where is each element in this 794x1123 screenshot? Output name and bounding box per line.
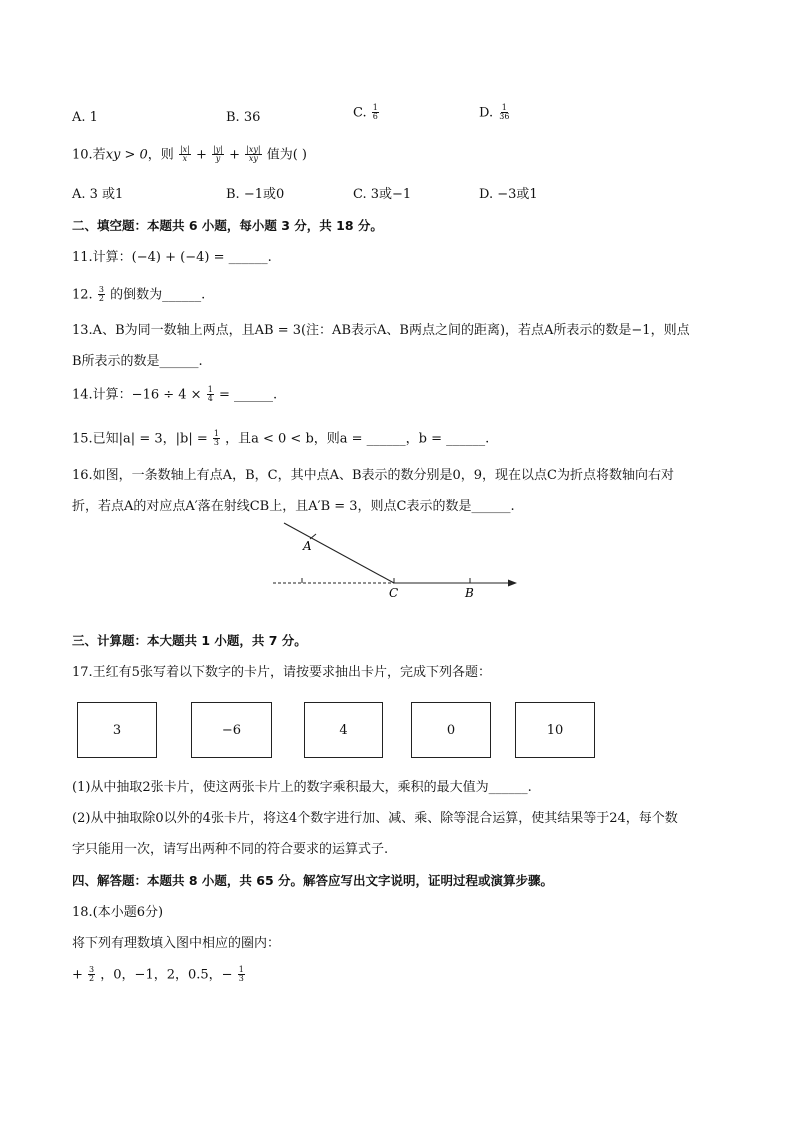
question-10: 10.若xy > 0，则 $\frac{|x|}{x}$ + $\frac{|y|}{y}$ + $\frac{|xy|}{xy}$ 值为( ): [72, 145, 307, 164]
option-d: D. $\frac{1}{36}$: [479, 103, 510, 122]
q10-option-a: A. 3 或1: [72, 187, 124, 202]
option-a: A. 1: [72, 110, 98, 125]
q10-option-b: B. −1或0: [226, 187, 285, 202]
question-13-line-2: B所表示的数是______.: [72, 354, 203, 369]
question-17-part-1: (1)从中抽取2张卡片，使这两张卡片上的数字乘积最大，乘积的最大值为______.: [72, 780, 532, 795]
fraction: $\frac{3}{2}$: [98, 285, 104, 304]
question-17-part-2-line-2: 字只能用一次，请写出两种不同的符合要求的运算式子.: [72, 842, 389, 857]
label-c: C: [389, 586, 399, 600]
option-c: C. $\frac{1}{6}$: [353, 103, 378, 122]
fraction: $\frac{|xy|}{xy}$: [246, 145, 261, 164]
question-18-instruction: 将下列有理数填入图中相应的圈内：: [72, 936, 281, 951]
question-14: 14.计算：−16 ÷ 4 × $\frac{1}{4}$ = ______.: [72, 385, 278, 404]
fraction: $\frac{1}{4}$: [207, 385, 213, 404]
number-card: −6: [191, 702, 272, 758]
question-13-line-1: 13.A、B为同一数轴上两点，且AB = 3(注：AB表示A、B两点之间的距离)，若点A所表示的数是−1，则点: [72, 323, 690, 338]
fraction: $\frac{3}{2}$: [89, 965, 95, 984]
number-line-figure: [270, 518, 525, 604]
fraction: $\frac{|y|}{y}$: [213, 145, 223, 164]
question-18-numbers: + $\frac{3}{2}$ ，0，−1，2，0.5，− $\frac{1}{3}$: [72, 965, 244, 984]
question-15: 15.已知|a| = 3，|b| = $\frac{1}{3}$ ，且a < 0 < b，则a = ______，b = ______.: [72, 429, 490, 448]
fraction: $\frac{1}{6}$: [372, 103, 378, 122]
folded-ray: [284, 523, 394, 583]
number-card: 10: [515, 702, 595, 758]
fraction: $\frac{1}{36}$: [499, 103, 510, 122]
fraction: $\frac{1}{3}$: [213, 429, 219, 448]
number-card: 0: [411, 702, 491, 758]
arrow-head: [508, 580, 517, 587]
question-17-intro: 17.王红有5张写着以下数字的卡片，请按要求抽出卡片，完成下列各题：: [72, 665, 491, 680]
q10-option-d: D. −3或1: [479, 187, 538, 202]
section-4-heading: 四、解答题：本题共 8 小题，共 65 分。解答应写出文字说明，证明过程或演算步骤。: [72, 873, 554, 888]
label-a: A: [303, 539, 312, 553]
label-b: B: [465, 586, 474, 600]
option-b: B. 36: [226, 110, 261, 125]
section-2-heading: 二、填空题：本题共 6 小题，每小题 3 分，共 18 分。: [72, 218, 383, 233]
question-12: 12. $\frac{3}{2}$ 的倒数为______.: [72, 285, 206, 304]
fraction: $\frac{1}{3}$: [238, 965, 244, 984]
question-16-line-1: 16.如图，一条数轴上有点A，B，C，其中点A、B表示的数分别是0，9，现在以点C为折点将数轴向右对: [72, 468, 674, 483]
number-card: 4: [304, 702, 383, 758]
question-11: 11.计算：(−4) + (−4) = ______.: [72, 250, 272, 265]
section-3-heading: 三、计算题：本大题共 1 小题，共 7 分。: [72, 633, 307, 648]
question-17-part-2-line-1: (2)从中抽取除0以外的4张卡片，将这4个数字进行加、减、乘、除等混合运算，使其结果等于24，每个数: [72, 811, 678, 826]
question-18-title: 18.(本小题6分): [72, 905, 164, 920]
question-16-line-2: 折，若点A的对应点A′落在射线CB上，且A′B = 3，则点C表示的数是______.: [72, 499, 515, 514]
number-card: 3: [77, 702, 157, 758]
q10-option-c: C. 3或−1: [353, 187, 412, 202]
fraction: $\frac{|x|}{x}$: [179, 145, 190, 164]
